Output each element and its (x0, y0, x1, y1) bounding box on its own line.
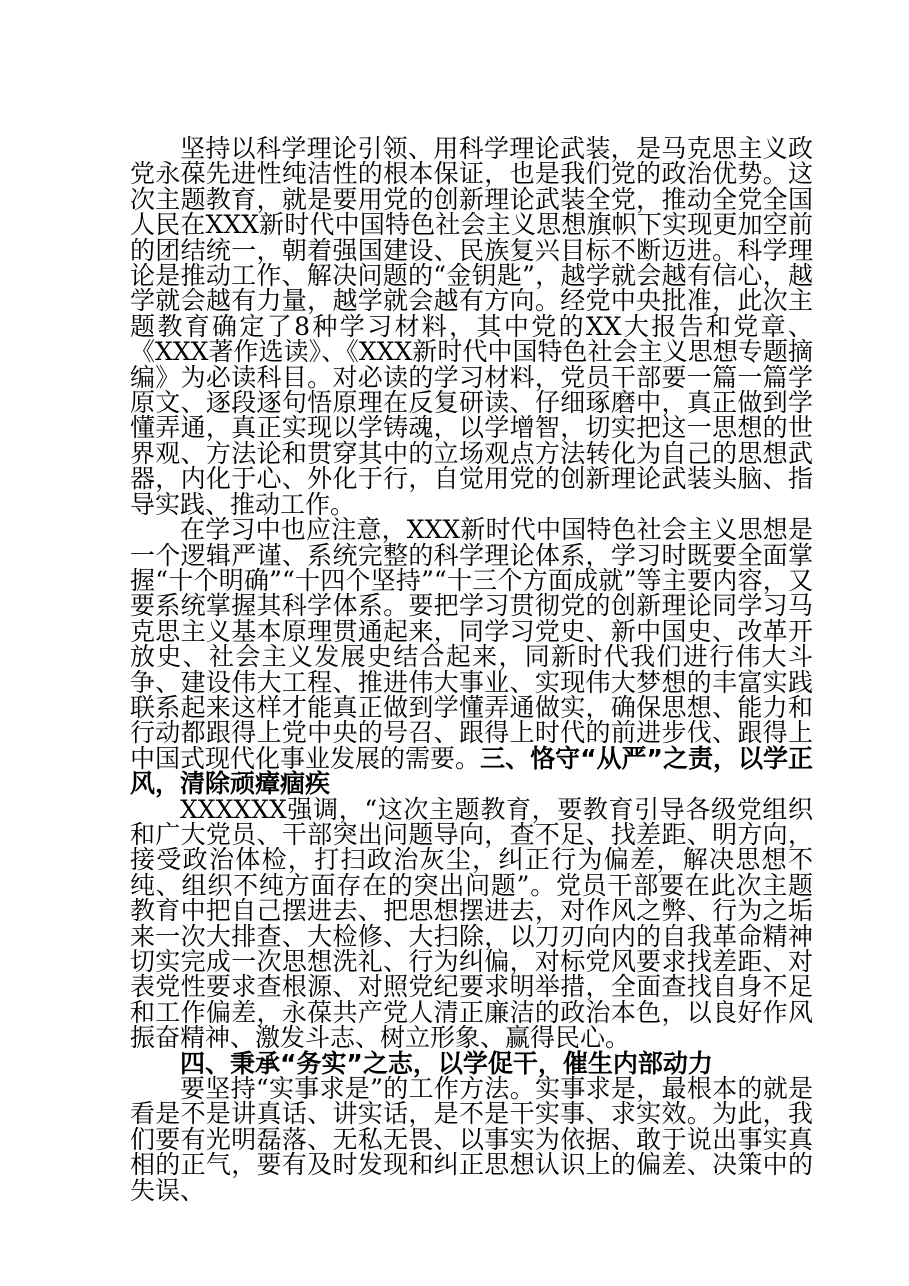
paragraph-theory-armament: 坚持以科学理论引领、用科学理论武装，是马克思主义政党永葆先进性纯洁性的根本保证，也是我们党的政治优势。这次主题教育，就是要用党的创新理论武装全党，推动全党全国人民在XXX新时代中国特色社会主义思想旗帜下实现更加空前的团结统一，朝着强国建设、民族复兴目标不断迈进。科学理论是推动工作、解决问题的“金钥匙”，越学就会越有信心，越学就会越有力量，越学就会越有方向。经党中央批准，此次主题教育确定了8种学习材料，其中党的XX大报告和党章、《XXX著作选读》、《XXX新时代中国特色社会主义思想专题摘编》为必读科目。对必读的学习材料，党员干部要一篇一篇学原文、逐段逐句悟原理在反复研读、仔细琢磨中，真正做到学懂弄通，真正实现以学铸魂，以学增智，切实把这一思想的世界观、方法论和贯穿其中的立场观点方法转化为自己的思想武器，内化于心、外化于行，自觉用党的创新理论武装头脑、指导实践、推动工作。 (130, 134, 813, 519)
paragraph-seek-truth: 要坚持“实事求是”的工作方法。实事求是，最根本的就是看是不是讲真话、讲实话，是不是干实事、求实效。为此，我们要有光明磊落、无私无畏、以事实为依据、敢于说出事实真相的正气，要有及时发现和纠正思想认识上的偏差、决策中的失误、 (130, 1074, 813, 1205)
document-page (130, 136, 813, 1203)
paragraph-study-attention (130, 515, 813, 799)
paragraph-study-attention-text: 在学习中也应注意，XXX新时代中国特色社会主义思想是一个逻辑严谨、系统完整的科学理论体系，学习时既要全面掌握“十个明确”“十四个坚持”“十三个方面成就”等主要内容，又要系统掌握其科学体系。要把学习贯彻党的创新理论同学习马克思主义基本原理贯通起来，同学习党史、新中国史、改革开放史、社会主义发展史结合起来，同新时代我们进行伟大斗争、建设伟大工程、推进伟大事业、实现伟大梦想的丰富实践联系起来这样才能真正做到学懂弄通做实，确保思想、能力和行动都跟得上党中央的号召、跟得上时代的前进步伐、跟得上中国式现代化事业发展的需要。 (130, 515, 813, 773)
paragraph-strict-conduct: XXXXXX强调，“这次主题教育，要教育引导各级党组织和广大党员、干部突出问题导向，查不足、找差距、明方向，接受政治体检，打扫政治灰尘，纠正行为偏差，解决思想不纯、组织不纯方面存在的突出问题”。党员干部要在此次主题教育中把自己摆进去、把思想摆进去，对作风之弊、行为之垢来一次大排查、大检修、大扫除，以刀刃向内的自我革命精神切实完成一次思想洗礼、行为纠偏，对标党风要求找差距、对表党性要求查根源、对照党纪要求明举措，全面查找自身不足和工作偏差，永葆共产党人清正廉洁的政治本色，以良好作风振奋精神、激发斗志、树立形象、赢得民心。 (130, 794, 813, 1053)
section-heading-four: 四、秉承“务实”之志，以学促干，催生内部动力 (180, 1048, 713, 1078)
section-heading-three: 三、恪守“从严”之责，以学正风，清除顽瘴痼疾 (130, 743, 813, 799)
